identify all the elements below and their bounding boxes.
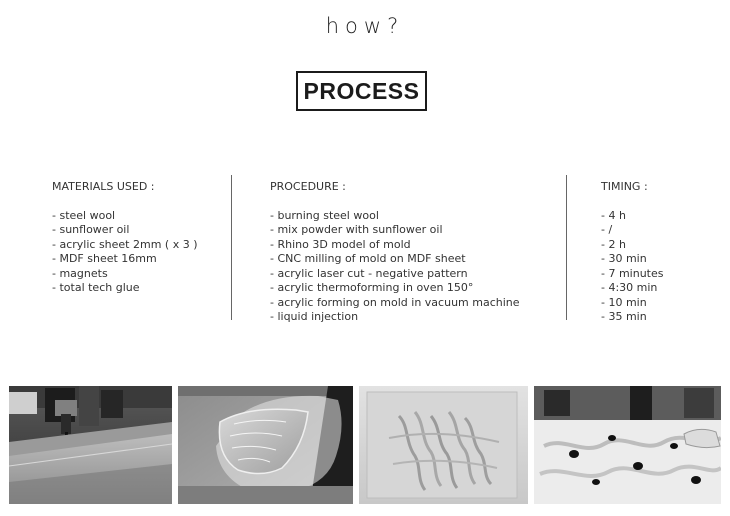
list-item: - liquid injection: [270, 310, 359, 323]
list-item: - sunflower oil: [52, 223, 130, 236]
list-item: - 2 h: [601, 237, 626, 251]
list-item: - MDF sheet 16mm: [52, 252, 157, 265]
list-item: - total tech glue: [52, 281, 140, 294]
procedure-title: PROCEDURE :: [270, 180, 346, 193]
cnc-milling-photo: [9, 386, 172, 504]
list-item: - 7 minutes: [601, 266, 664, 280]
materials-title: MATERIALS USED :: [52, 180, 155, 193]
list-item: - 10 min: [601, 295, 647, 309]
formed-acrylic-photo: [359, 386, 528, 504]
materials-column: [52, 180, 198, 296]
column-divider: [566, 175, 567, 320]
list-item: - acrylic thermoforming in oven 150°: [270, 281, 474, 294]
list-item: - /: [601, 223, 613, 236]
list-item: - burning steel wool: [270, 208, 379, 222]
list-item: - magnets: [52, 266, 108, 280]
list-item: - 30 min: [601, 252, 647, 265]
process-badge: PROCESS: [296, 71, 427, 111]
procedure-list: [270, 209, 520, 325]
list-item: - 35 min: [601, 310, 647, 323]
list-item: - CNC milling of mold on MDF sheet: [270, 252, 466, 265]
list-item: - 4 h: [601, 208, 626, 222]
timing-list: [601, 209, 664, 325]
list-item: - acrylic forming on mold in vacuum machine: [270, 295, 520, 309]
acrylic-forming-photo: [178, 386, 353, 504]
list-item: - Rhino 3D model of mold: [270, 237, 411, 251]
list-item: - acrylic sheet 2mm ( x 3 ): [52, 237, 198, 251]
materials-list: [52, 209, 198, 296]
timing-title: TIMING :: [601, 180, 648, 193]
list-item: - mix powder with sunflower oil: [270, 223, 443, 236]
list-item: - 4:30 min: [601, 281, 658, 294]
column-divider: [231, 175, 232, 320]
timing-column: [601, 180, 664, 325]
list-item: - acrylic laser cut - negative pattern: [270, 266, 468, 280]
page-heading: how?: [325, 14, 405, 38]
liquid-injection-photo: [534, 386, 721, 504]
procedure-column: [270, 180, 520, 325]
list-item: - steel wool: [52, 208, 116, 222]
